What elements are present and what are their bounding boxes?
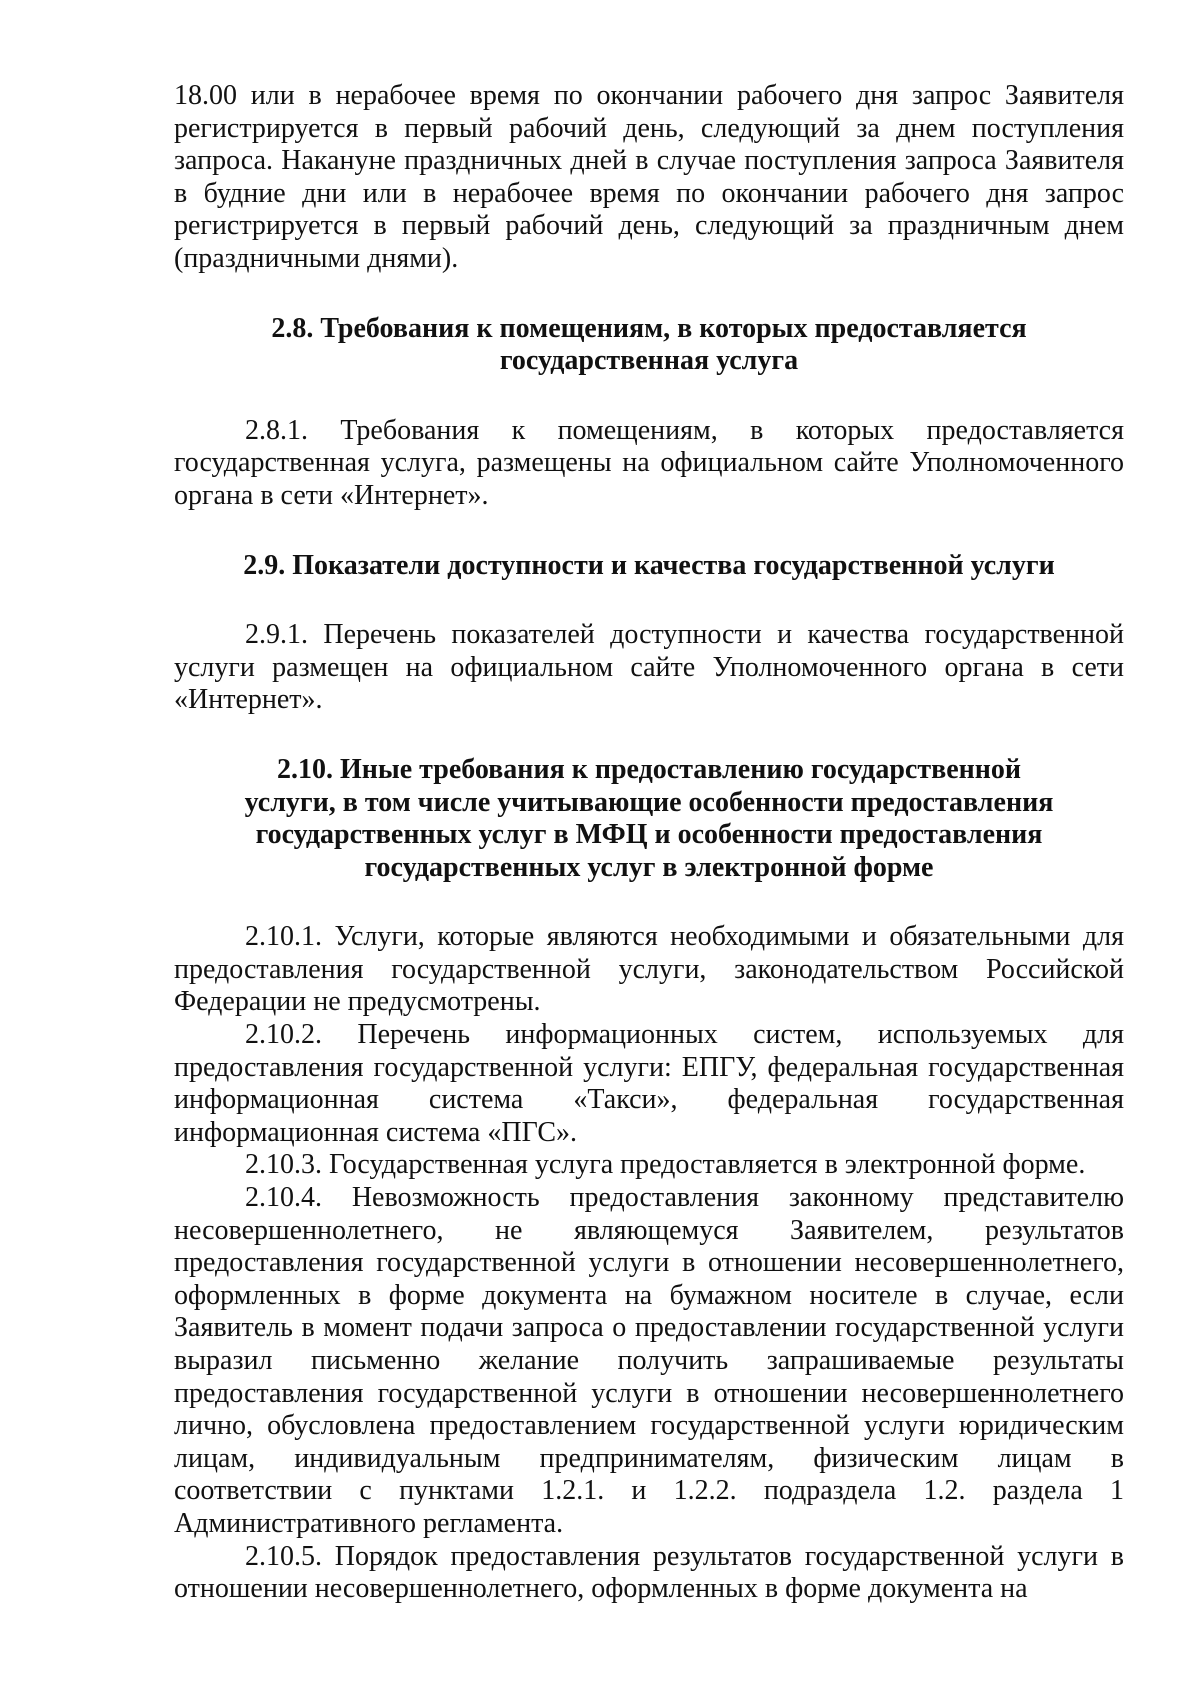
paragraph-2-10-3: 2.10.3. Государственная услуга предоставляется в электронной форме. [245,1149,1086,1181]
section-2-10-heading-line1: 2.10. Иные требования к предоставлению государственной [276,753,1022,785]
section-2-9-heading-line: 2.9. Показатели доступности и качества государственной услуги [243,549,1055,581]
section-2-10-heading-line2: услуги, в том числе учитывающие особенности предоставления [244,786,1054,818]
paragraph-2-10-1: 2.10.1. Услуги, которые являются необходимыми и обязательными для предоставления государственной услуги, законодательством Российской Федерации не предусмотрены. [174,921,1124,1018]
section-2-9-heading [174,550,1124,583]
paragraph-2-10-2: 2.10.2. Перечень информационных систем, используемых для предоставления государственной услуги: ЕПГУ, федеральная государственная информационная система «Такси», федеральная государственная информационная система «ПГС». [174,1019,1124,1148]
paragraph-2-10-4: 2.10.4. Невозможность предоставления законному представителю несовершеннолетнего, не являющемуся Заявителем, результатов предоставления государственной услуги в отношении несовершеннолетнего, оформленных в форме документа на бумажном носителе в случае, если Заявитель в момент подачи запроса о предоставлении государственной услуги выразил письменно желание получить запрашиваемые результаты предоставления государственной услуги в отношении несовершеннолетнего лично, обусловлена предоставлением государственной услуги юридическим лицам, индивидуальным предпринимателям, физическим лицам в соответствии с пунктами 1.2.1. и 1.2.2. подраздела 1.2. раздела 1 Административного регламента. [174,1182,1124,1539]
paragraph-2-10-5: 2.10.5. Порядок предоставления результатов государственной услуги в отношении несовершеннолетнего, оформленных в форме документа на [174,1540,1124,1605]
section-2-10-heading [174,754,1124,884]
document-page [174,80,1124,1606]
section-2-8-heading-line1: 2.8. Требования к помещениям, в которых предоставляется [271,312,1027,344]
section-2-10-heading-line3: государственных услуг в МФЦ и особенности предоставления [255,819,1043,851]
intro-paragraph: 18.00 или в нерабочее время по окончании рабочего дня запрос Заявителя регистрируется в первый рабочий день, следующий за днем поступления запроса. Накануне праздничных дней в случае поступления запроса Заявителя в будние дни или в нерабочее время по окончании рабочего дня запрос регистрируется в первый рабочий день, следующий за праздничным днем (праздничными днями). [174,80,1124,274]
section-2-10-heading-line4: государственных услуг в электронной форме [364,851,934,883]
paragraph-2-8-1: 2.8.1. Требования к помещениям, в которых предоставляется государственная услуга, размещены на официальном сайте Уполномоченного органа в сети «Интернет». [174,414,1124,511]
section-2-8-heading-line2: государственная услуга [499,345,799,377]
paragraph-2-9-1: 2.9.1. Перечень показателей доступности и качества государственной услуги размещен на официальном сайте Уполномоченного органа в сети «Интернет». [174,619,1124,716]
section-2-8-heading [174,313,1124,378]
